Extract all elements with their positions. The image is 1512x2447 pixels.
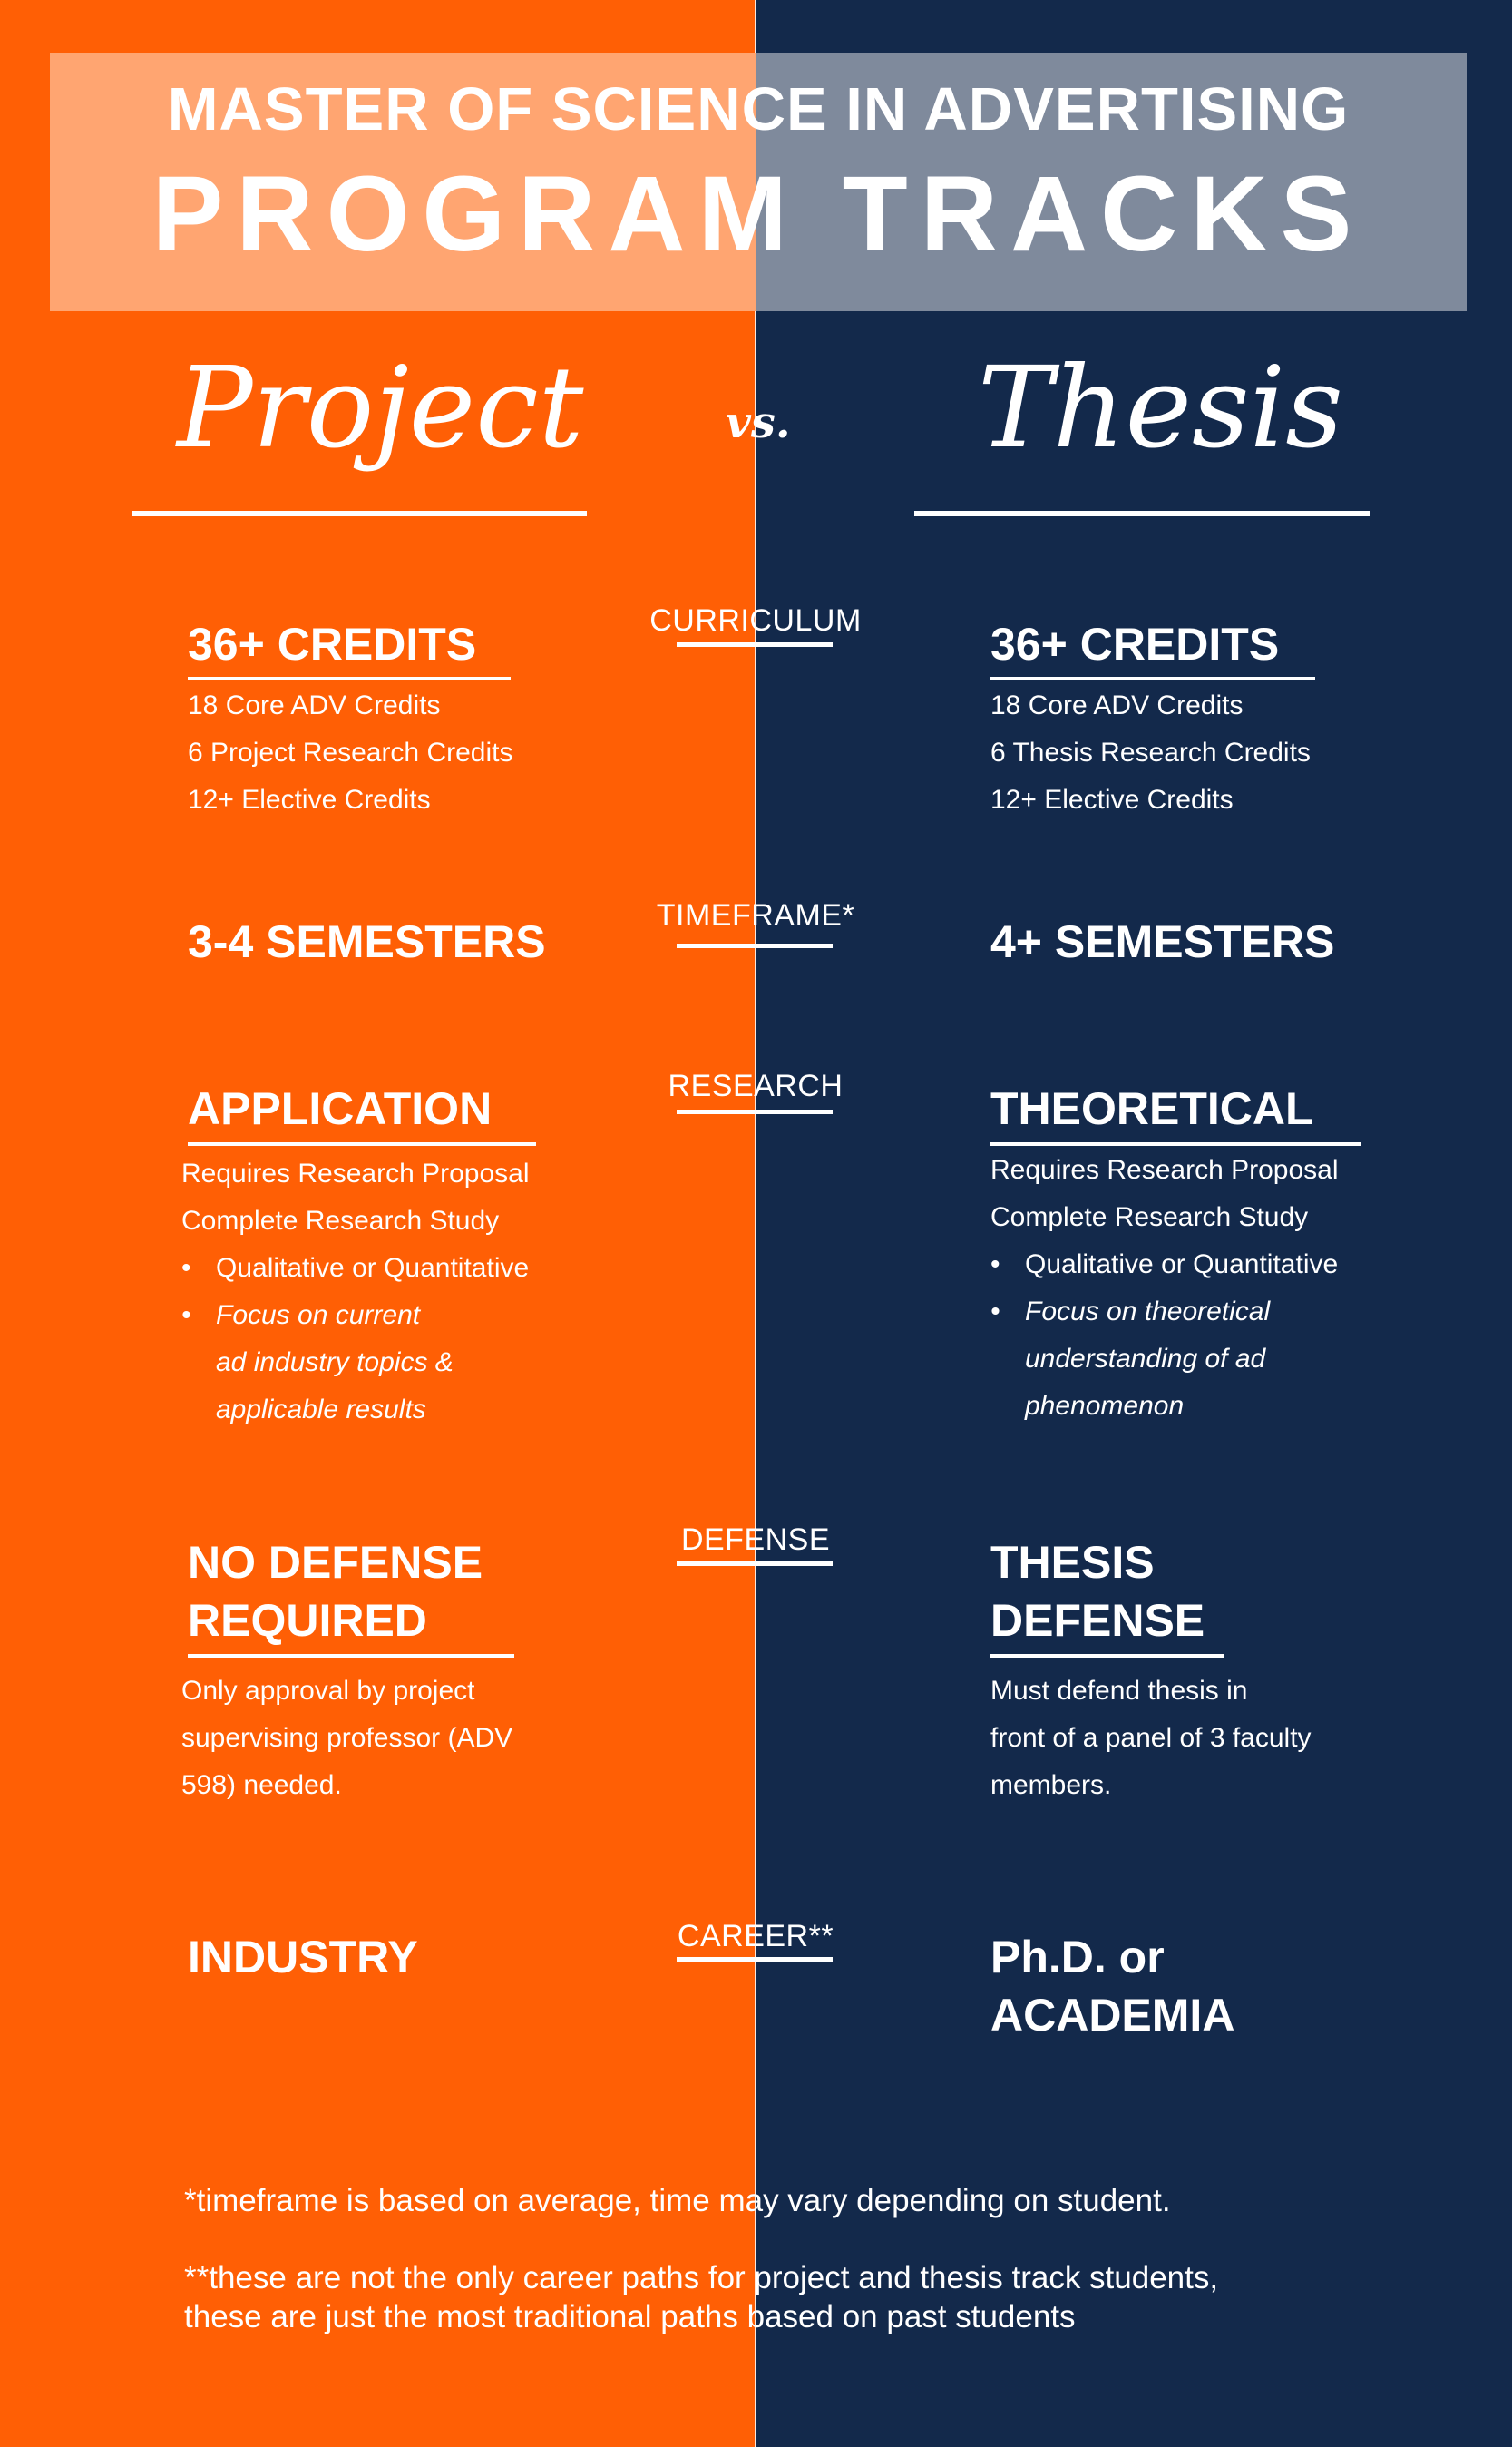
project-defense-underline [188, 1654, 514, 1658]
thesis-defense-line: members. [990, 1770, 1112, 1800]
section-underline-career [677, 1957, 833, 1962]
banner-subtitle: MASTER OF SCIENCE IN ADVERTISING [167, 75, 1350, 143]
thesis-credit-line: 18 Core ADV Credits [990, 690, 1244, 720]
project-defense-line: Only approval by project [181, 1676, 475, 1706]
footnote-career-line1: **these are not the only career paths for project and thesis track students, [184, 2260, 1219, 2295]
thesis-defense-heading: THESIS [990, 1537, 1155, 1588]
project-credits-heading: 36+ CREDITS [188, 619, 477, 670]
project-research-underline [188, 1142, 536, 1146]
thesis-research-bullet-cont: understanding of ad [1025, 1344, 1266, 1374]
banner-title: PROGRAM TRACKS [151, 154, 1365, 274]
thesis-timeframe: 4+ SEMESTERS [990, 916, 1335, 967]
thesis-defense-underline [990, 1654, 1224, 1658]
project-credit-line: 6 Project Research Credits [188, 738, 513, 768]
thesis-credits-heading: 36+ CREDITS [990, 619, 1280, 670]
project-defense-heading: REQUIRED [188, 1595, 427, 1646]
project-research-heading: APPLICATION [188, 1083, 493, 1134]
section-underline-defense [677, 1561, 833, 1566]
bullet-icon: • [181, 1300, 191, 1330]
thesis-title-underline [914, 511, 1370, 516]
project-credits-underline [188, 677, 511, 680]
versus-label: vs. [726, 397, 791, 448]
thesis-defense-line: Must defend thesis in [990, 1676, 1248, 1706]
project-timeframe: 3-4 SEMESTERS [188, 916, 546, 967]
section-label-curriculum: CURRICULUM [649, 603, 862, 638]
thesis-credit-line: 12+ Elective Credits [990, 785, 1234, 815]
project-defense-line: supervising professor (ADV [181, 1723, 513, 1753]
section-underline-research [677, 1110, 833, 1114]
section-label-defense: DEFENSE [680, 1522, 831, 1557]
section-underline-curriculum [677, 642, 833, 647]
footnote-timeframe: *timeframe is based on average, time may vary depending on student. [184, 2183, 1171, 2218]
project-defense-heading: NO DEFENSE [188, 1537, 483, 1588]
thesis-research-line: Requires Research Proposal [990, 1155, 1339, 1185]
thesis-research-heading: THEORETICAL [990, 1083, 1313, 1134]
project-research-bullet-cont: applicable results [216, 1395, 426, 1424]
thesis-research-line: Complete Research Study [990, 1202, 1309, 1232]
section-label-timeframe: TIMEFRAME* [656, 898, 855, 933]
project-research-line: Complete Research Study [181, 1206, 500, 1236]
thesis-credits-underline [990, 677, 1315, 680]
thesis-career: Ph.D. or [990, 1932, 1165, 1982]
thesis-defense-heading: DEFENSE [990, 1595, 1205, 1646]
bullet-icon: • [181, 1253, 191, 1283]
project-research-bullet-cont: ad industry topics & [216, 1347, 454, 1377]
thesis-defense-line: front of a panel of 3 faculty [990, 1723, 1312, 1753]
project-title-underline [132, 511, 587, 516]
thesis-career: ACADEMIA [990, 1990, 1235, 2041]
bullet-icon: • [990, 1297, 1000, 1326]
thesis-credit-line: 6 Thesis Research Credits [990, 738, 1311, 768]
project-credit-line: 12+ Elective Credits [188, 785, 431, 815]
bullet-icon: • [990, 1249, 1000, 1279]
section-label-career: CAREER** [677, 1919, 834, 1953]
project-career: INDUSTRY [188, 1932, 418, 1982]
center-divider [755, 0, 756, 2447]
thesis-research-underline [990, 1142, 1361, 1146]
project-defense-line: 598) needed. [181, 1770, 342, 1800]
project-credit-line: 18 Core ADV Credits [188, 690, 441, 720]
title-banner [50, 53, 1467, 311]
thesis-research-bullet-cont: phenomenon [1025, 1391, 1185, 1421]
section-underline-timeframe [677, 944, 833, 948]
thesis-track-title: Thesis [978, 343, 1343, 474]
footnote-career-line2: these are just the most traditional paths based on past students [184, 2299, 1076, 2334]
project-research-line: Requires Research Proposal [181, 1159, 530, 1189]
section-label-research: RESEARCH [668, 1069, 844, 1103]
project-track-title: Project [177, 343, 584, 474]
